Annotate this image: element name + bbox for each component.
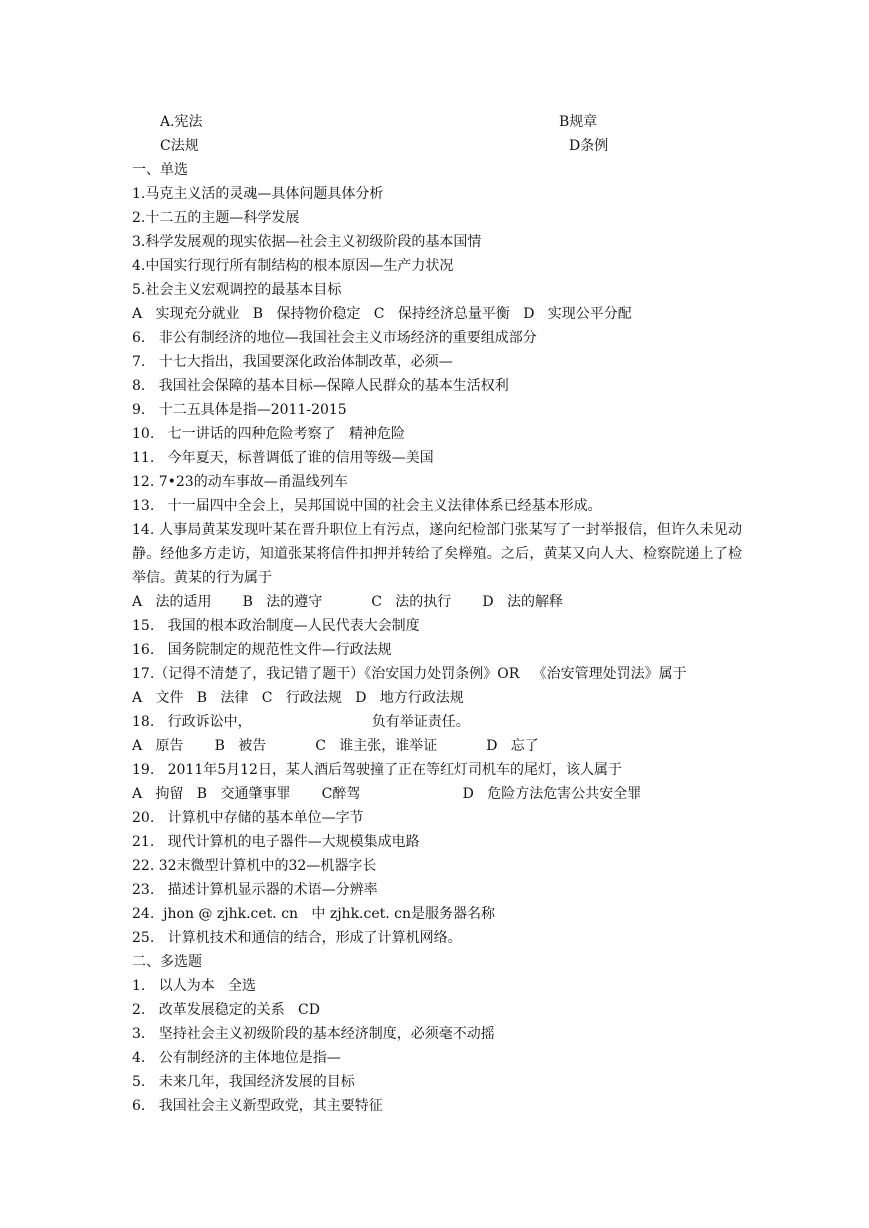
text-line: 17.（记得不清楚了，我记错了题干）《治安国力处罚条例》OR 《治安管理处罚法》属于 [132,666,687,682]
text-line: 3.科学发展观的现实依据—社会主义初级阶段的基本国情 [132,234,482,250]
text-line: 9. 十二五具体是指—2011-2015 [132,402,347,418]
text-line: 8. 我国社会保障的基本目标—保障人民群众的基本生活权利 [132,378,509,394]
text-line: 22. 32末微型计算机中的32—机器字长 [132,858,377,874]
text-line: 11. 今年夏天，标普调低了谁的信用等级—美国 [132,450,434,466]
text-line: A 文件 B 法律 C 行政法规 D 地方行政法规 [132,690,464,706]
section-heading-multi-choice: 二、多选题 [132,954,202,970]
text-line: A 法的适用 B 法的遵守 C 法的执行 D 法的解释 [132,594,563,610]
section-heading-single-choice: 一、单选 [132,162,188,178]
text-line: 21. 现代计算机的电子器件—大规模集成电路 [132,834,420,850]
text-line: 2. 改革发展稳定的关系 CD [132,1002,320,1018]
option-c: C法规 [160,138,199,154]
text-line: 10. 七一讲话的四种危险考察了 精神危险 [132,426,405,442]
text-line: 1. 以人为本 全选 [132,978,257,994]
text-line: 1.马克主义活的灵魂—具体问题具体分析 [132,186,384,202]
text-line: A 原告 B 被告 C 谁主张，谁举证 D 忘了 [132,738,539,754]
text-line: 4. 公有制经济的主体地位是指— [132,1050,341,1066]
text-line: 3. 坚持社会主义初级阶段的基本经济制度，必须毫不动摇 [132,1026,495,1042]
text-line: 24. jhon @ zjhk.cet. cn 中 zjhk.cet. cn是服务器名称 [132,906,496,922]
option-a: A.宪法 [160,114,203,130]
text-line: 7. 十七大指出，我国要深化政治体制改革，必须— [132,354,453,370]
text-line: 2.十二五的主题—科学发展 [132,210,300,226]
text-line: 19. 2011年5月12日，某人酒后驾驶撞了正在等红灯司机车的尾灯，该人属于 [132,762,622,778]
option-b: B规章 [559,114,598,130]
text-line: 6. 非公有制经济的地位—我国社会主义市场经济的重要组成部分 [132,330,537,346]
option-row-ab [132,110,742,134]
text-line: 12. 7•23的动车事故—甬温线列车 [132,474,348,490]
text-line: 18. 行政诉讼中， 负有举证责任。 [132,714,470,730]
text-line: A 拘留 B 交通肇事罪 C醉驾 D 危险方法危害公共安全罪 [132,786,642,802]
text-line: 16. 国务院制定的规范性文件—行政法规 [132,642,392,658]
option-d: D条例 [569,138,609,154]
text-line: 20. 计算机中存储的基本单位—字节 [132,810,364,826]
text-line: 4.中国实行现行所有制结构的根本原因—生产力状况 [132,258,454,274]
option-row-cd [132,134,742,158]
document-page [132,110,742,1118]
text-line: 25. 计算机技术和通信的结合，形成了计算机网络。 [132,930,462,946]
text-line: 5. 未来几年，我国经济发展的目标 [132,1074,355,1090]
text-line: 15. 我国的根本政治制度—人民代表大会制度 [132,618,420,634]
text-line: 23. 描述计算机显示器的术语—分辨率 [132,882,378,898]
text-line: 13. 十一届四中全会上，吴邦国说中国的社会主义法律体系已经基本形成。 [132,498,602,514]
question-14-paragraph: 14. 人事局黄某发现叶某在晋升职位上有污点，遂向纪检部门张某写了一封举报信，但许久未见动静。经他多方走访，知道张某将信件扣押并转给了矣榉殖。之后，黄某又向人大、检察院递上了检举信。黄某的行为属于 [132,522,742,586]
text-line: 6. 我国社会主义新型政党，其主要特征 [132,1098,383,1114]
text-line: A 实现充分就业 B 保持物价稳定 C 保持经济总量平衡 D 实现公平分配 [132,306,632,322]
text-line: 5.社会主义宏观调控的最基本目标 [132,282,342,298]
